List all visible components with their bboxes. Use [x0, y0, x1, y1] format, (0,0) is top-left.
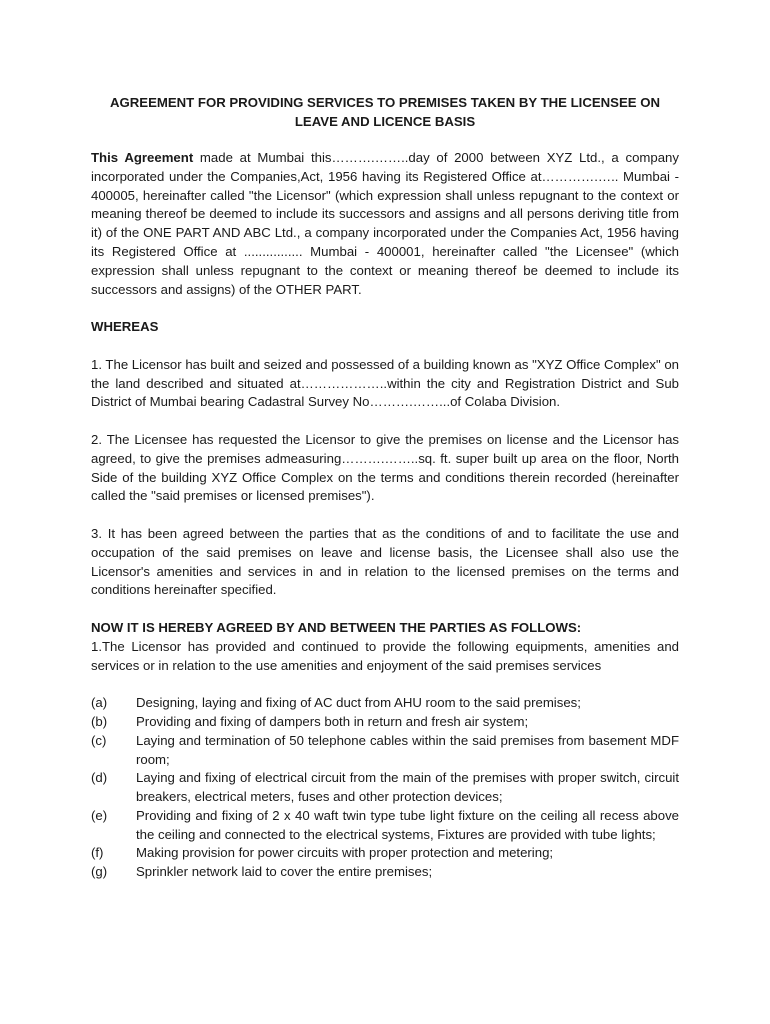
list-item-text: Sprinkler network laid to cover the entire premises;	[136, 864, 433, 880]
intro-lead: This Agreement	[91, 150, 194, 165]
list-item-marker: (f)	[91, 845, 104, 861]
recital-2: 2. The Licensee has requested the Licensor to give the premises on license and the Licensor has agreed, to give the premises admeasuring……….……..sq. ft. super built up area on the floor, North Side of the building XYZ Office Complex on the terms and conditions therein recorded (hereinafter called the "said premises or licensed premises").	[91, 431, 679, 504]
list-item-marker: (g)	[91, 864, 108, 880]
intro-paragraph	[91, 149, 679, 299]
list-item-marker: (a)	[91, 695, 108, 711]
list-item-text: Providing and fixing of 2 x 40 waft twin type tube light fixture on the ceiling all recess above the ceiling and connected to the electrical systems, Fixtures are provided with tube lights;	[136, 807, 679, 842]
list-item-text: Designing, laying and fixing of AC duct from AHU room to the said premises;	[136, 695, 581, 711]
list-item	[91, 807, 679, 845]
document-body	[91, 93, 679, 882]
list-item-text: Making provision for power circuits with proper protection and metering;	[136, 845, 554, 861]
document-title: AGREEMENT FOR PROVIDING SERVICES TO PREMISES TAKEN BY THE LICENSEE ON LEAVE AND LICENCE BASIS	[109, 95, 661, 129]
list-item-text: Laying and termination of 50 telephone cables within the said premises from basement MDF room;	[136, 732, 679, 767]
intro-body: made at Mumbai this……….……..day of 2000 between XYZ Ltd., a company incorporated under the Companies,Act, 1956 having its Registered Office at………….….. Mumbai - 400005, hereinafter called "the Licensor" (which expression shall unless repugnant to the context or meaning thereof be deemed to include its successors and assigns and all persons deriving title from it) of the ONE PART AND ABC Ltd., a company incorporated under the Companies Act, 1956 having its Registered Office at ................ Mumbai - 400001, hereinafter called "the Licensee" (which expression shall unless repugnant to the context or meaning thereof be deemed to include its successors and assigns) of the OTHER PART.	[91, 150, 679, 297]
list-item-marker: (c)	[91, 732, 107, 748]
whereas-heading: WHEREAS	[91, 319, 159, 335]
list-item-marker: (d)	[91, 770, 108, 786]
list-item	[91, 732, 679, 770]
services-list	[91, 694, 679, 882]
recital-1: 1. The Licensor has built and seized and possessed of a building known as "XYZ Office Complex" on the land described and situated at………………..within the city and Registration District and Sub District of Mumbai bearing Cadastral Survey No……….……...of Colaba Division.	[91, 356, 680, 410]
list-item	[91, 863, 679, 882]
recital-3: 3. It has been agreed between the parties that as the conditions of and to facilitate the use and occupation of the said premises on leave and license basis, the Licensee shall also use the Licensor's amenities and services in and in relation to the licensed premises on the terms and conditions hereinafter specified.	[91, 525, 679, 598]
list-item	[91, 844, 679, 863]
list-item-text: Providing and fixing of dampers both in return and fresh air system;	[136, 713, 529, 729]
list-item-text: Laying and fixing of electrical circuit from the main of the premises with proper switch, circuit breakers, electrical meters, fuses and other protection devices;	[136, 770, 679, 805]
list-item	[91, 694, 679, 713]
agreed-heading: NOW IT IS HEREBY AGREED BY AND BETWEEN THE PARTIES AS FOLLOWS:	[91, 619, 582, 635]
list-item-marker: (b)	[91, 713, 108, 729]
list-item	[91, 769, 679, 807]
clause-1: 1.The Licensor has provided and continued to provide the following equipments, amenities and services or in relation to the use amenities and enjoyment of the said premises services	[91, 638, 679, 673]
list-item	[91, 713, 679, 732]
list-item-marker: (e)	[91, 807, 108, 823]
